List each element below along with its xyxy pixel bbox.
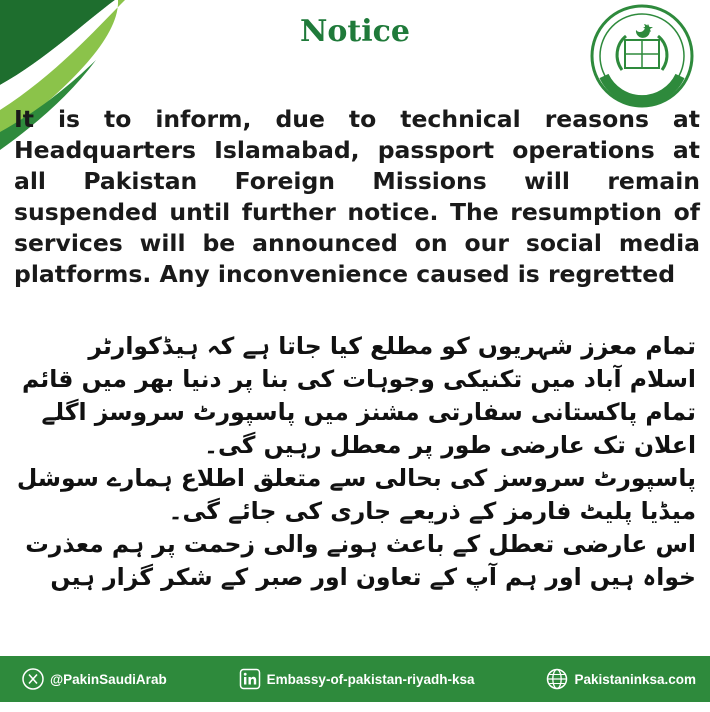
urdu-paragraph: پاسپورٹ سروسز کی بحالی سے متعلق اطلاع ہمارے سوشل میڈیا پلیٹ فارمز کے ذریعے جاری کی جائے گی۔	[16, 464, 696, 525]
linkedin-icon	[239, 668, 261, 690]
website-link[interactable]	[546, 668, 696, 690]
urdu-paragraph: اس عارضی تعطل کے باعث ہونے والی زحمت پر ہم معذرت خواہ ہیں اور ہم آپ کے تعاون اور صبر کے شکر گزار ہیں	[25, 530, 696, 591]
social-footer	[0, 656, 710, 702]
x-icon	[22, 668, 44, 690]
page-title: Notice	[299, 14, 411, 49]
embassy-seal-logo	[582, 4, 702, 108]
linkedin-link[interactable]	[239, 668, 475, 690]
linkedin-handle: Embassy-of-pakistan-riyadh-ksa	[266, 671, 475, 687]
website-url: Pakistaninksa.com	[574, 671, 696, 687]
urdu-notice-text	[14, 330, 696, 594]
twitter-handle: @PakinSaudiArab	[50, 671, 167, 687]
globe-icon	[546, 668, 568, 690]
bottom-border	[0, 702, 710, 712]
english-notice-text: It is to inform, due to technical reasons at Headquarters Islamabad, passport operations at all Pakistan Foreign Missions will remain suspended until further notice. The resumption of services will be announced on our social media platforms. Any inconvenience caused is regretted	[14, 105, 700, 288]
urdu-paragraph: تمام معزز شہریوں کو مطلع کیا جاتا ہے کہ ہیڈکوارٹر اسلام آباد میں تکنیکی وجوہات کی بنا پر دنیا بھر میں قائم تمام پاکستانی سفارتی مشنز میں پاسپورٹ سروسز اگلے اعلان تک عارضی طور پر معطل رہیں گی۔	[21, 332, 696, 459]
twitter-link[interactable]	[22, 668, 167, 690]
